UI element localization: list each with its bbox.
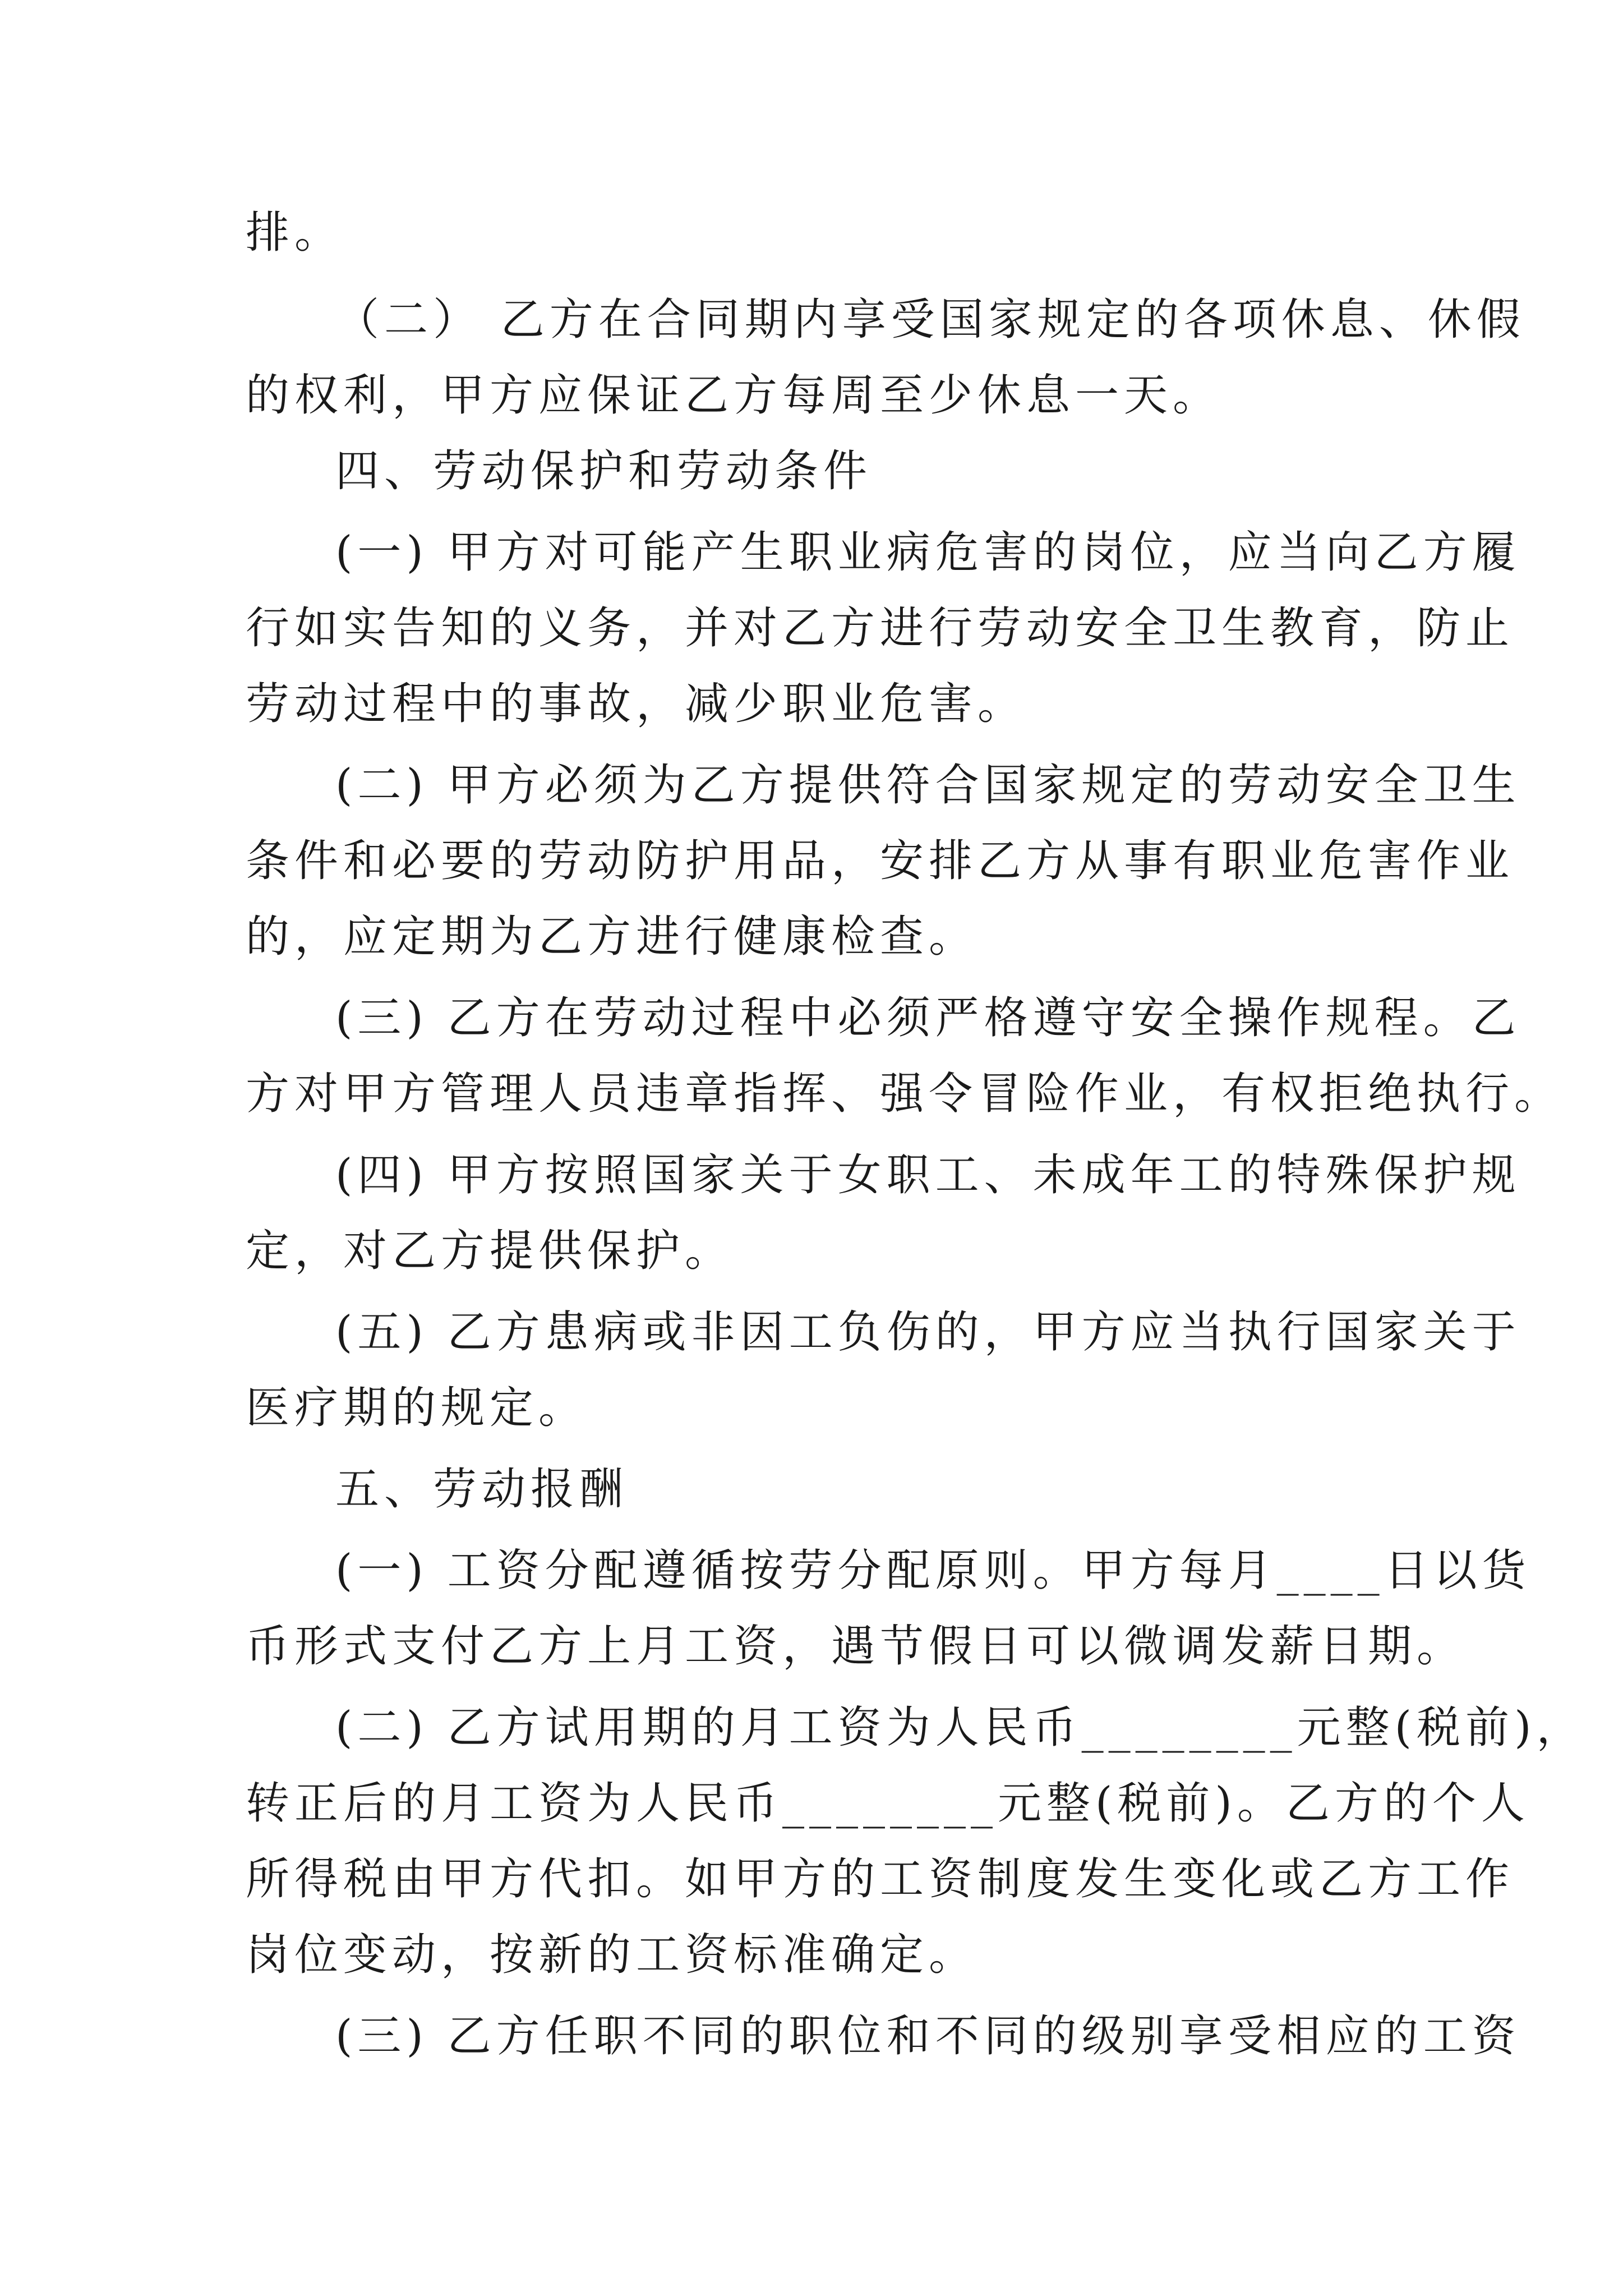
text-line: (一) 甲方对可能产生职业病危害的岗位，应当向乙方履 bbox=[335, 527, 1521, 578]
text-line: 的权利，甲方应保证乙方每周至少休息一天。 bbox=[246, 370, 1222, 421]
text-line: (一) 工资分配遵循按劳分配原则。甲方每月____日以货 bbox=[335, 1545, 1531, 1596]
text-line: 劳动过程中的事故，减少职业危害。 bbox=[246, 679, 1027, 729]
text-line: (二) 乙方试用期的月工资为人民币________元整(税前)， bbox=[335, 1703, 1585, 1753]
text-line: （二） 乙方在合同期内享受国家规定的各项休息、休假 bbox=[335, 295, 1525, 345]
text-line: (二) 甲方必须为乙方提供符合国家规定的劳动安全卫生 bbox=[335, 760, 1521, 811]
text-line: 排。 bbox=[246, 208, 344, 258]
text-line: (三) 乙方在劳动过程中必须严格遵守安全操作规程。乙 bbox=[335, 993, 1521, 1043]
text-line: 所得税由甲方代扣。如甲方的工资制度发生变化或乙方工作 bbox=[246, 1854, 1515, 1904]
text-line: 的，应定期为乙方进行健康检查。 bbox=[246, 912, 978, 962]
text-line: 转正后的月工资为人民币________元整(税前)。乙方的个人 bbox=[246, 1778, 1530, 1829]
section-heading: 四、劳动保护和劳动条件 bbox=[335, 446, 873, 496]
text-line: 医疗期的规定。 bbox=[246, 1383, 588, 1433]
text-line: 方对甲方管理人员违章指挥、强令冒险作业，有权拒绝执行。 bbox=[246, 1069, 1564, 1119]
text-line: (五) 乙方患病或非因工负伤的，甲方应当执行国家关于 bbox=[335, 1307, 1521, 1358]
section-heading: 五、劳动报酬 bbox=[335, 1464, 629, 1515]
text-line: 定，对乙方提供保护。 bbox=[246, 1226, 734, 1276]
text-line: (三) 乙方任职不同的职位和不同的级别享受相应的工资 bbox=[335, 2011, 1521, 2062]
text-line: 行如实告知的义务，并对乙方进行劳动安全卫生教育，防止 bbox=[246, 603, 1515, 654]
text-line: (四) 甲方按照国家关于女职工、未成年工的特殊保护规 bbox=[335, 1150, 1521, 1200]
text-line: 条件和必要的劳动防护用品，安排乙方从事有职业危害作业 bbox=[246, 836, 1515, 886]
text-line: 岗位变动，按新的工资标准确定。 bbox=[246, 1930, 978, 1980]
text-line: 币形式支付乙方上月工资，遇节假日可以微调发薪日期。 bbox=[246, 1621, 1466, 1672]
